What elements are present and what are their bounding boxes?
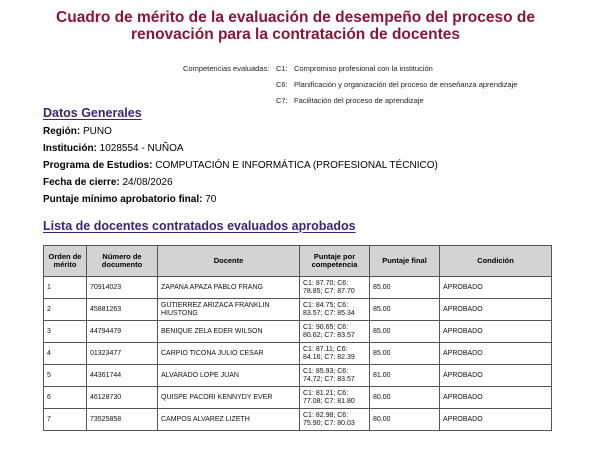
competencias-list [0, 61, 591, 109]
table-row [44, 409, 552, 431]
cell-docente: ALVARADO LOPE JUAN [158, 365, 300, 387]
cell-documento: 70914023 [87, 277, 158, 299]
institucion-value: 1028554 - NUÑOA [99, 143, 184, 154]
competencia-row [0, 77, 591, 93]
cell-documento: 01323477 [87, 343, 158, 365]
datos-generales-heading: Datos Generales [43, 106, 142, 120]
cell-orden: 1 [44, 277, 87, 299]
table-row [44, 277, 552, 299]
header-docente: Docente [158, 246, 300, 277]
competencia-text: Compromiso profesional con la institución [294, 64, 433, 73]
institucion-line [43, 140, 438, 157]
datos-generales [43, 123, 438, 208]
cell-condicion: APROBADO [440, 387, 552, 409]
fecha-line [43, 174, 438, 191]
docentes-table [43, 245, 552, 431]
competencia-text: Planificación y organización del proceso de enseñanza aprendizaje [294, 80, 518, 89]
cell-docente: CARPIO TICONA JULIO CESAR [158, 343, 300, 365]
cell-documento: 46128730 [87, 387, 158, 409]
header-orden: Orden de mérito [44, 246, 87, 277]
cell-orden: 6 [44, 387, 87, 409]
cell-puntaje-competencia: C1: 85.93; C6: 74.72; C7: 83.57 [300, 365, 370, 387]
cell-puntaje-competencia: C1: 84.75; C6: 83.57; C7: 85.34 [300, 299, 370, 321]
cell-puntaje-competencia: C1: 81.21; C6: 77.08; C7: 81.80 [300, 387, 370, 409]
header-condicion: Condición [440, 246, 552, 277]
cell-puntaje-final: 85.00 [370, 343, 440, 365]
cell-docente: ZAPANA APAZA PABLO FRANG [158, 277, 300, 299]
cell-orden: 3 [44, 321, 87, 343]
header-documento: Número de documento [87, 246, 158, 277]
region-line [43, 123, 438, 140]
cell-condicion: APROBADO [440, 343, 552, 365]
cell-puntaje-final: 85.00 [370, 277, 440, 299]
fecha-value: 24/08/2026 [122, 177, 173, 188]
cell-orden: 2 [44, 299, 87, 321]
cell-puntaje-final: 80.00 [370, 409, 440, 431]
cell-puntaje-competencia: C1: 87.11; C6: 84.16; C7: 82.39 [300, 343, 370, 365]
cell-condicion: APROBADO [440, 409, 552, 431]
page-title: Cuadro de mérito de la evaluación de desempeño del proceso de renovación para la contratación de docentes [56, 9, 535, 43]
region-label: Región: [43, 126, 81, 137]
competencia-code: C1: [276, 64, 288, 73]
competencias-label: Competencias evaluadas: [183, 64, 270, 73]
table-row [44, 343, 552, 365]
cell-puntaje-competencia: C1: 87.70; C6: 78.85; C7: 87.70 [300, 277, 370, 299]
cell-puntaje-competencia: C1: 82.98; C6: 75.90; C7: 80.03 [300, 409, 370, 431]
competencia-code: C7: [276, 96, 288, 105]
competencia-code: C6: [276, 80, 288, 89]
cell-docente: GUTIERREZ ARIZACA FRANKLIN HIUSTONG [158, 299, 300, 321]
cell-documento: 44794479 [87, 321, 158, 343]
table-row [44, 365, 552, 387]
competencia-row [0, 61, 591, 77]
institucion-label: Institución: [43, 143, 97, 154]
programa-value: COMPUTACIÓN E INFORMÁTICA (PROFESIONAL TÉCNICO) [155, 160, 438, 171]
competencia-text: Facilitación del proceso de aprendizaje [294, 96, 424, 105]
cell-orden: 7 [44, 409, 87, 431]
header-puntaje-final: Puntaje final [370, 246, 440, 277]
table-header-row [44, 246, 552, 277]
cell-docente: BENIQUE ZELA EDER WILSON [158, 321, 300, 343]
cell-puntaje-final: 80.00 [370, 387, 440, 409]
cell-puntaje-competencia: C1: 90.65; C6: 80.62; C7: 83.57 [300, 321, 370, 343]
cell-docente: CAMPOS ALVAREZ LIZETH [158, 409, 300, 431]
cell-condicion: APROBADO [440, 365, 552, 387]
cell-puntaje-final: 81.00 [370, 365, 440, 387]
puntaje-minimo-label: Puntaje mínimo aprobatorio final: [43, 194, 203, 205]
table-row [44, 299, 552, 321]
cell-documento: 44361744 [87, 365, 158, 387]
cell-orden: 5 [44, 365, 87, 387]
region-value: PUNO [83, 126, 112, 137]
table-row [44, 387, 552, 409]
cell-documento: 73525858 [87, 409, 158, 431]
cell-condicion: APROBADO [440, 321, 552, 343]
cell-puntaje-final: 85.00 [370, 299, 440, 321]
puntaje-minimo-value: 70 [205, 194, 217, 205]
cell-condicion: APROBADO [440, 299, 552, 321]
cell-docente: QUISPE PACORI KENNYDY EVER [158, 387, 300, 409]
lista-heading: Lista de docentes contratados evaluados aprobados [43, 219, 356, 233]
cell-orden: 4 [44, 343, 87, 365]
programa-label: Programa de Estudios: [43, 160, 153, 171]
fecha-label: Fecha de cierre: [43, 177, 120, 188]
cell-condicion: APROBADO [440, 277, 552, 299]
programa-line [43, 157, 438, 174]
cell-documento: 45881263 [87, 299, 158, 321]
puntaje-minimo-line [43, 191, 438, 208]
table-row [44, 321, 552, 343]
cell-puntaje-final: 85.00 [370, 321, 440, 343]
header-puntaje-competencia: Puntaje por competencia [300, 246, 370, 277]
